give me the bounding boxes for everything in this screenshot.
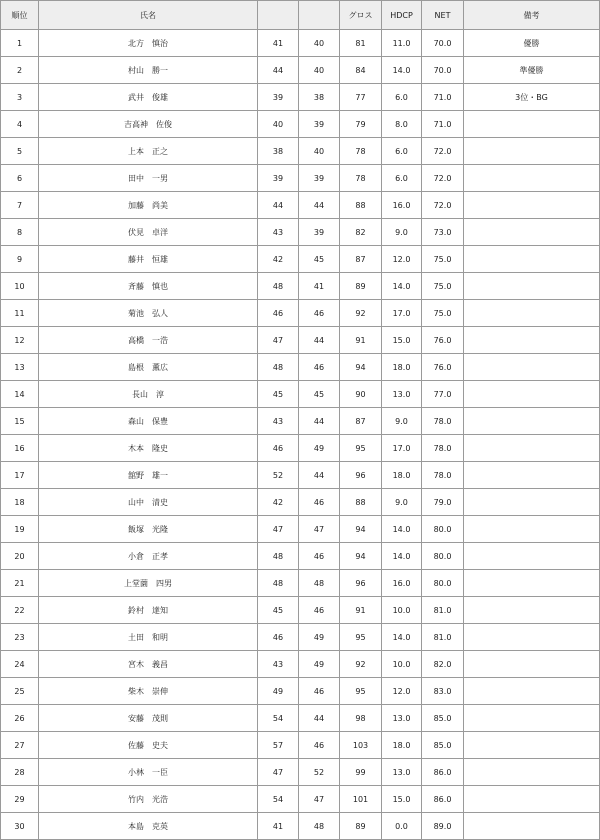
out-score-cell: 45 <box>258 381 299 408</box>
gross-cell: 88 <box>340 489 382 516</box>
table-row <box>1 219 600 246</box>
hdcp-cell: 14.0 <box>382 273 422 300</box>
gross-cell: 94 <box>340 354 382 381</box>
net-cell: 70.0 <box>422 57 464 84</box>
hdcp-cell: 12.0 <box>382 678 422 705</box>
rank-cell: 18 <box>1 489 39 516</box>
rank-cell: 6 <box>1 165 39 192</box>
gross-cell: 89 <box>340 813 382 840</box>
header-net: NET <box>422 1 464 30</box>
out-score-cell: 42 <box>258 489 299 516</box>
hdcp-cell: 16.0 <box>382 570 422 597</box>
gross-cell: 79 <box>340 111 382 138</box>
note-cell <box>464 273 600 300</box>
table-row <box>1 111 600 138</box>
gross-cell: 92 <box>340 300 382 327</box>
name-cell: 森山 保豊 <box>39 408 258 435</box>
note-cell <box>464 516 600 543</box>
note-cell <box>464 759 600 786</box>
out-score-cell: 47 <box>258 327 299 354</box>
rank-cell: 19 <box>1 516 39 543</box>
table-row <box>1 705 600 732</box>
gross-cell: 89 <box>340 273 382 300</box>
table-row <box>1 651 600 678</box>
hdcp-cell: 13.0 <box>382 381 422 408</box>
note-cell <box>464 489 600 516</box>
in-score-cell: 39 <box>299 219 340 246</box>
hdcp-cell: 15.0 <box>382 786 422 813</box>
out-score-cell: 48 <box>258 570 299 597</box>
rank-cell: 5 <box>1 138 39 165</box>
gross-cell: 78 <box>340 138 382 165</box>
net-cell: 76.0 <box>422 354 464 381</box>
gross-cell: 84 <box>340 57 382 84</box>
note-cell <box>464 678 600 705</box>
rank-cell: 28 <box>1 759 39 786</box>
in-score-cell: 46 <box>299 300 340 327</box>
header-out <box>258 1 299 30</box>
note-cell <box>464 408 600 435</box>
out-score-cell: 46 <box>258 300 299 327</box>
name-cell: 宮木 義昌 <box>39 651 258 678</box>
out-score-cell: 43 <box>258 651 299 678</box>
out-score-cell: 39 <box>258 84 299 111</box>
note-cell <box>464 192 600 219</box>
net-cell: 75.0 <box>422 300 464 327</box>
rank-cell: 1 <box>1 30 39 57</box>
hdcp-cell: 17.0 <box>382 300 422 327</box>
note-cell <box>464 138 600 165</box>
rank-cell: 15 <box>1 408 39 435</box>
rank-cell: 8 <box>1 219 39 246</box>
gross-cell: 94 <box>340 543 382 570</box>
note-cell <box>464 786 600 813</box>
hdcp-cell: 13.0 <box>382 759 422 786</box>
name-cell: 高橋 一浩 <box>39 327 258 354</box>
name-cell: 小倉 正孝 <box>39 543 258 570</box>
table-row <box>1 408 600 435</box>
in-score-cell: 52 <box>299 759 340 786</box>
header-note: 備考 <box>464 1 600 30</box>
hdcp-cell: 6.0 <box>382 84 422 111</box>
hdcp-cell: 0.0 <box>382 813 422 840</box>
gross-cell: 91 <box>340 597 382 624</box>
note-cell <box>464 354 600 381</box>
name-cell: 加藤 尚美 <box>39 192 258 219</box>
name-cell: 島根 薫広 <box>39 354 258 381</box>
hdcp-cell: 9.0 <box>382 489 422 516</box>
net-cell: 77.0 <box>422 381 464 408</box>
gross-cell: 101 <box>340 786 382 813</box>
out-score-cell: 48 <box>258 273 299 300</box>
in-score-cell: 40 <box>299 57 340 84</box>
note-cell: 3位・BG <box>464 84 600 111</box>
hdcp-cell: 12.0 <box>382 246 422 273</box>
net-cell: 71.0 <box>422 84 464 111</box>
gross-cell: 87 <box>340 246 382 273</box>
note-cell <box>464 813 600 840</box>
name-cell: 鈴村 達知 <box>39 597 258 624</box>
net-cell: 73.0 <box>422 219 464 246</box>
rank-cell: 17 <box>1 462 39 489</box>
gross-cell: 92 <box>340 651 382 678</box>
out-score-cell: 41 <box>258 30 299 57</box>
out-score-cell: 44 <box>258 192 299 219</box>
out-score-cell: 57 <box>258 732 299 759</box>
note-cell <box>464 435 600 462</box>
table-row <box>1 624 600 651</box>
in-score-cell: 44 <box>299 462 340 489</box>
name-cell: 北方 慎治 <box>39 30 258 57</box>
gross-cell: 95 <box>340 435 382 462</box>
out-score-cell: 43 <box>258 219 299 246</box>
hdcp-cell: 18.0 <box>382 462 422 489</box>
in-score-cell: 44 <box>299 192 340 219</box>
rank-cell: 12 <box>1 327 39 354</box>
table-row <box>1 138 600 165</box>
hdcp-cell: 14.0 <box>382 543 422 570</box>
rank-cell: 13 <box>1 354 39 381</box>
hdcp-cell: 6.0 <box>382 165 422 192</box>
name-cell: 山中 清史 <box>39 489 258 516</box>
rank-cell: 25 <box>1 678 39 705</box>
rank-cell: 2 <box>1 57 39 84</box>
table-row <box>1 597 600 624</box>
rank-cell: 4 <box>1 111 39 138</box>
note-cell: 優勝 <box>464 30 600 57</box>
rank-cell: 16 <box>1 435 39 462</box>
hdcp-cell: 9.0 <box>382 408 422 435</box>
in-score-cell: 46 <box>299 489 340 516</box>
name-cell: 伏見 卓洋 <box>39 219 258 246</box>
note-cell <box>464 570 600 597</box>
table-row <box>1 786 600 813</box>
gross-cell: 87 <box>340 408 382 435</box>
results-body <box>1 30 600 840</box>
out-score-cell: 54 <box>258 786 299 813</box>
in-score-cell: 45 <box>299 246 340 273</box>
rank-cell: 20 <box>1 543 39 570</box>
name-cell: 木本 隆史 <box>39 435 258 462</box>
net-cell: 80.0 <box>422 516 464 543</box>
out-score-cell: 48 <box>258 354 299 381</box>
net-cell: 79.0 <box>422 489 464 516</box>
header-hdcp: HDCP <box>382 1 422 30</box>
out-score-cell: 47 <box>258 759 299 786</box>
in-score-cell: 46 <box>299 597 340 624</box>
table-row <box>1 570 600 597</box>
rank-cell: 7 <box>1 192 39 219</box>
rank-cell: 9 <box>1 246 39 273</box>
name-cell: 上堂薗 四男 <box>39 570 258 597</box>
table-row <box>1 435 600 462</box>
net-cell: 78.0 <box>422 435 464 462</box>
gross-cell: 94 <box>340 516 382 543</box>
hdcp-cell: 6.0 <box>382 138 422 165</box>
hdcp-cell: 11.0 <box>382 30 422 57</box>
out-score-cell: 46 <box>258 435 299 462</box>
in-score-cell: 47 <box>299 786 340 813</box>
hdcp-cell: 14.0 <box>382 516 422 543</box>
name-cell: 吉高神 佐俊 <box>39 111 258 138</box>
out-score-cell: 38 <box>258 138 299 165</box>
gross-cell: 96 <box>340 462 382 489</box>
net-cell: 72.0 <box>422 138 464 165</box>
note-cell <box>464 300 600 327</box>
hdcp-cell: 10.0 <box>382 597 422 624</box>
name-cell: 竹内 光浩 <box>39 786 258 813</box>
gross-cell: 82 <box>340 219 382 246</box>
table-row <box>1 30 600 57</box>
in-score-cell: 40 <box>299 30 340 57</box>
name-cell: 佐藤 史夫 <box>39 732 258 759</box>
net-cell: 70.0 <box>422 30 464 57</box>
name-cell: 小林 一臣 <box>39 759 258 786</box>
gross-cell: 90 <box>340 381 382 408</box>
hdcp-cell: 13.0 <box>382 705 422 732</box>
gross-cell: 98 <box>340 705 382 732</box>
note-cell <box>464 219 600 246</box>
note-cell <box>464 246 600 273</box>
name-cell: 土田 和明 <box>39 624 258 651</box>
gross-cell: 77 <box>340 84 382 111</box>
table-row <box>1 462 600 489</box>
out-score-cell: 46 <box>258 624 299 651</box>
rank-cell: 27 <box>1 732 39 759</box>
out-score-cell: 54 <box>258 705 299 732</box>
in-score-cell: 47 <box>299 516 340 543</box>
note-cell <box>464 543 600 570</box>
table-row <box>1 300 600 327</box>
gross-cell: 96 <box>340 570 382 597</box>
note-cell <box>464 165 600 192</box>
net-cell: 76.0 <box>422 327 464 354</box>
table-row <box>1 273 600 300</box>
hdcp-cell: 14.0 <box>382 624 422 651</box>
gross-cell: 91 <box>340 327 382 354</box>
out-score-cell: 43 <box>258 408 299 435</box>
hdcp-cell: 8.0 <box>382 111 422 138</box>
in-score-cell: 40 <box>299 138 340 165</box>
in-score-cell: 44 <box>299 705 340 732</box>
net-cell: 86.0 <box>422 759 464 786</box>
net-cell: 80.0 <box>422 570 464 597</box>
gross-cell: 88 <box>340 192 382 219</box>
gross-cell: 95 <box>340 624 382 651</box>
out-score-cell: 45 <box>258 597 299 624</box>
hdcp-cell: 15.0 <box>382 327 422 354</box>
table-row <box>1 678 600 705</box>
note-cell: 準優勝 <box>464 57 600 84</box>
net-cell: 85.0 <box>422 732 464 759</box>
header-rank: 順位 <box>1 1 39 30</box>
hdcp-cell: 18.0 <box>382 354 422 381</box>
out-score-cell: 39 <box>258 165 299 192</box>
rank-cell: 14 <box>1 381 39 408</box>
table-row <box>1 165 600 192</box>
net-cell: 82.0 <box>422 651 464 678</box>
in-score-cell: 38 <box>299 84 340 111</box>
in-score-cell: 48 <box>299 570 340 597</box>
note-cell <box>464 624 600 651</box>
hdcp-cell: 17.0 <box>382 435 422 462</box>
out-score-cell: 40 <box>258 111 299 138</box>
header-in <box>299 1 340 30</box>
net-cell: 81.0 <box>422 597 464 624</box>
note-cell <box>464 111 600 138</box>
in-score-cell: 41 <box>299 273 340 300</box>
in-score-cell: 39 <box>299 165 340 192</box>
out-score-cell: 47 <box>258 516 299 543</box>
note-cell <box>464 732 600 759</box>
table-row <box>1 489 600 516</box>
table-row <box>1 354 600 381</box>
table-row <box>1 246 600 273</box>
in-score-cell: 39 <box>299 111 340 138</box>
header-gross: グロス <box>340 1 382 30</box>
header-row <box>1 1 600 30</box>
out-score-cell: 44 <box>258 57 299 84</box>
out-score-cell: 48 <box>258 543 299 570</box>
rank-cell: 3 <box>1 84 39 111</box>
in-score-cell: 46 <box>299 732 340 759</box>
rank-cell: 11 <box>1 300 39 327</box>
table-row <box>1 813 600 840</box>
net-cell: 72.0 <box>422 192 464 219</box>
out-score-cell: 42 <box>258 246 299 273</box>
rank-cell: 24 <box>1 651 39 678</box>
in-score-cell: 45 <box>299 381 340 408</box>
rank-cell: 30 <box>1 813 39 840</box>
name-cell: 武井 俊雄 <box>39 84 258 111</box>
hdcp-cell: 10.0 <box>382 651 422 678</box>
net-cell: 71.0 <box>422 111 464 138</box>
table-row <box>1 543 600 570</box>
rank-cell: 23 <box>1 624 39 651</box>
out-score-cell: 49 <box>258 678 299 705</box>
net-cell: 85.0 <box>422 705 464 732</box>
note-cell <box>464 597 600 624</box>
in-score-cell: 44 <box>299 408 340 435</box>
in-score-cell: 44 <box>299 327 340 354</box>
in-score-cell: 49 <box>299 435 340 462</box>
rank-cell: 26 <box>1 705 39 732</box>
name-cell: 菊池 弘人 <box>39 300 258 327</box>
rank-cell: 10 <box>1 273 39 300</box>
net-cell: 78.0 <box>422 462 464 489</box>
table-row <box>1 84 600 111</box>
gross-cell: 78 <box>340 165 382 192</box>
rank-cell: 29 <box>1 786 39 813</box>
rank-cell: 21 <box>1 570 39 597</box>
gross-cell: 99 <box>340 759 382 786</box>
net-cell: 86.0 <box>422 786 464 813</box>
in-score-cell: 46 <box>299 543 340 570</box>
name-cell: 上本 正之 <box>39 138 258 165</box>
note-cell <box>464 327 600 354</box>
rank-cell: 22 <box>1 597 39 624</box>
out-score-cell: 41 <box>258 813 299 840</box>
name-cell: 安藤 茂則 <box>39 705 258 732</box>
name-cell: 田中 一男 <box>39 165 258 192</box>
in-score-cell: 48 <box>299 813 340 840</box>
name-cell: 村山 勝一 <box>39 57 258 84</box>
name-cell: 長山 淳 <box>39 381 258 408</box>
header-name: 氏名 <box>39 1 258 30</box>
table-row <box>1 192 600 219</box>
name-cell: 本島 克英 <box>39 813 258 840</box>
net-cell: 75.0 <box>422 273 464 300</box>
net-cell: 83.0 <box>422 678 464 705</box>
hdcp-cell: 18.0 <box>382 732 422 759</box>
in-score-cell: 46 <box>299 354 340 381</box>
in-score-cell: 46 <box>299 678 340 705</box>
name-cell: 藤井 恒雄 <box>39 246 258 273</box>
note-cell <box>464 705 600 732</box>
table-row <box>1 381 600 408</box>
table-row <box>1 759 600 786</box>
note-cell <box>464 651 600 678</box>
in-score-cell: 49 <box>299 624 340 651</box>
gross-cell: 81 <box>340 30 382 57</box>
name-cell: 柴木 崇伸 <box>39 678 258 705</box>
in-score-cell: 49 <box>299 651 340 678</box>
table-row <box>1 327 600 354</box>
net-cell: 78.0 <box>422 408 464 435</box>
gross-cell: 103 <box>340 732 382 759</box>
out-score-cell: 52 <box>258 462 299 489</box>
net-cell: 72.0 <box>422 165 464 192</box>
name-cell: 飯塚 光隆 <box>39 516 258 543</box>
name-cell: 斉藤 慎也 <box>39 273 258 300</box>
note-cell <box>464 462 600 489</box>
name-cell: 舘野 雄一 <box>39 462 258 489</box>
table-row <box>1 516 600 543</box>
hdcp-cell: 14.0 <box>382 57 422 84</box>
table-row <box>1 57 600 84</box>
hdcp-cell: 9.0 <box>382 219 422 246</box>
gross-cell: 95 <box>340 678 382 705</box>
net-cell: 89.0 <box>422 813 464 840</box>
note-cell <box>464 381 600 408</box>
net-cell: 75.0 <box>422 246 464 273</box>
net-cell: 81.0 <box>422 624 464 651</box>
table-row <box>1 732 600 759</box>
hdcp-cell: 16.0 <box>382 192 422 219</box>
net-cell: 80.0 <box>422 543 464 570</box>
